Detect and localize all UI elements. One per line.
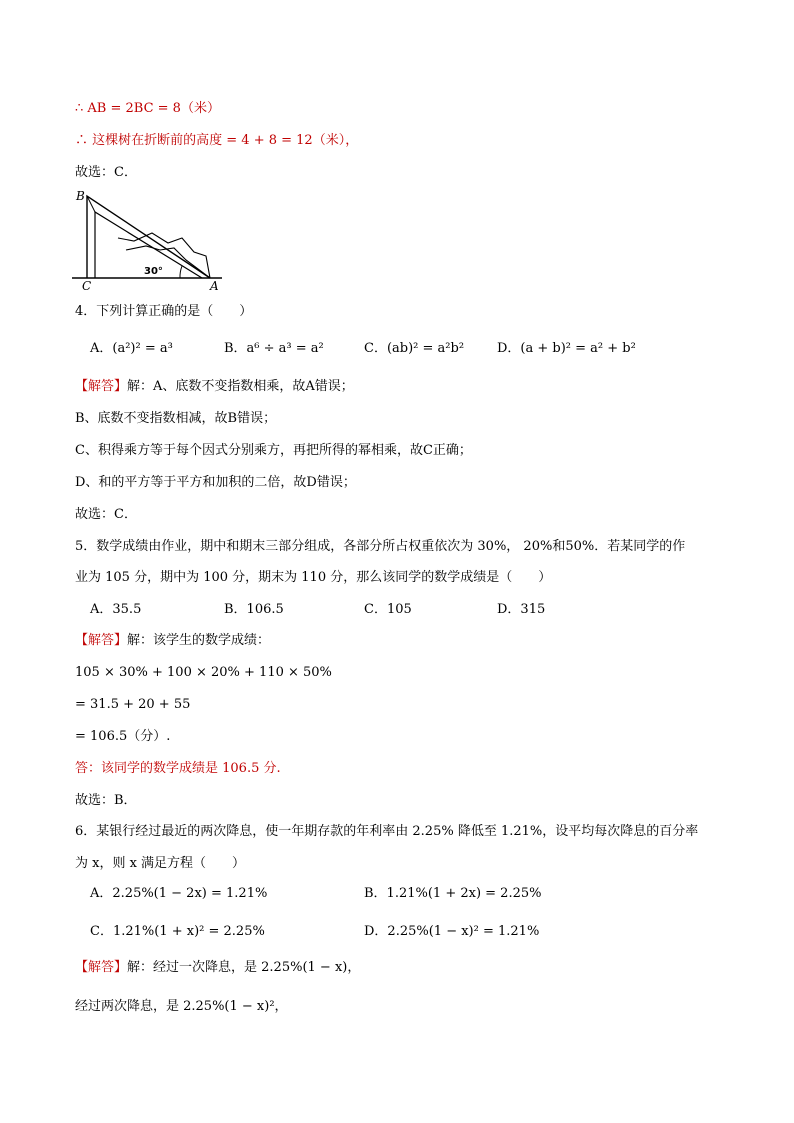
q5-option-a: A．35.5: [90, 602, 142, 617]
q5-option-c: C．105: [364, 602, 412, 617]
q4-option-d: D．(a + b)² = a² + b²: [497, 341, 636, 356]
label-c: C: [82, 279, 92, 290]
q4-option-c: C．(ab)² = a²b²: [364, 341, 465, 356]
label-a: A: [210, 279, 219, 290]
text-line-ab: ∴ AB = 2BC = 8（米）: [75, 101, 220, 116]
a5-line-2: 105 × 30% + 100 × 20% + 110 × 50%: [75, 665, 332, 680]
a5-line-1-text: 解：该学生的数学成绩：: [127, 633, 271, 648]
q4-option-a: A．(a²)² = a³: [90, 341, 173, 356]
a5-line-1: [75, 632, 270, 650]
a6-line-1-text: 解：经过一次降息，是 2.25%(1 − x)，: [127, 960, 361, 975]
q6-option-a: A．2.25%(1 − 2x) = 1.21%: [90, 886, 268, 901]
q6-stem-2: 为 x，则 x 满足方程（ ）: [75, 856, 246, 871]
tree-triangle-figure: [68, 186, 224, 290]
a6-line-1: [75, 959, 360, 977]
text-line-height: ∴ 这棵树在折断前的高度 = 4 + 8 = 12（米），: [75, 133, 359, 148]
a4-line-2: B、底数不变指数相减，故B错误；: [75, 411, 277, 426]
q5-option-d: D．315: [497, 602, 546, 617]
solution-tag: 【解答】: [75, 379, 128, 394]
text-line-choose-c: 故选：C．: [75, 165, 137, 180]
q5-stem-1: 5．数学成绩由作业，期中和期末三部分组成，各部分所占权重依次为 30%， 20%和50%．若某同学的作: [75, 539, 686, 554]
a6-line-2: 经过两次降息，是 2.25%(1 − x)²，: [75, 999, 288, 1014]
q6-option-b: B．1.21%(1 + 2x) = 2.25%: [364, 886, 542, 901]
q6-option-d: D．2.25%(1 − x)² = 1.21%: [364, 924, 540, 939]
a5-line-5: 答：该同学的数学成绩是 106.5 分.: [75, 761, 281, 776]
label-b: B: [76, 189, 85, 203]
q6-stem-1: 6．某银行经过最近的两次降息，使一年期存款的年利率由 2.25% 降低至 1.21%，设平均每次降息的百分率: [75, 824, 699, 839]
q6-option-c: C．1.21%(1 + x)² = 2.25%: [90, 924, 265, 939]
a4-line-1: [75, 378, 354, 396]
a5-line-3: = 31.5 + 20 + 55: [75, 697, 191, 712]
a4-line-4: D、和的平方等于平方和加积的二倍，故D错误；: [75, 475, 356, 490]
q5-option-b: B．106.5: [224, 602, 284, 617]
q4-option-b: B．a⁶ ÷ a³ = a²: [224, 341, 324, 356]
a4-line-5: 故选：C．: [75, 507, 137, 522]
solution-tag: 【解答】: [75, 633, 128, 648]
q4-stem: 4．下列计算正确的是（ ）: [75, 304, 253, 319]
a4-line-1-text: 解：A、底数不变指数相乘，故A错误；: [127, 379, 354, 394]
a4-line-3: C、积得乘方等于每个因式分别乘方，再把所得的幂相乘，故C正确；: [75, 443, 472, 458]
solution-tag: 【解答】: [75, 960, 128, 975]
a5-line-4: = 106.5（分）.: [75, 729, 171, 744]
label-angle: 30°: [144, 266, 163, 277]
q5-stem-2: 业为 105 分，期中为 100 分，期末为 110 分，那么该同学的数学成绩是（ ）: [75, 570, 552, 585]
a5-line-6: 故选：B．: [75, 793, 137, 808]
